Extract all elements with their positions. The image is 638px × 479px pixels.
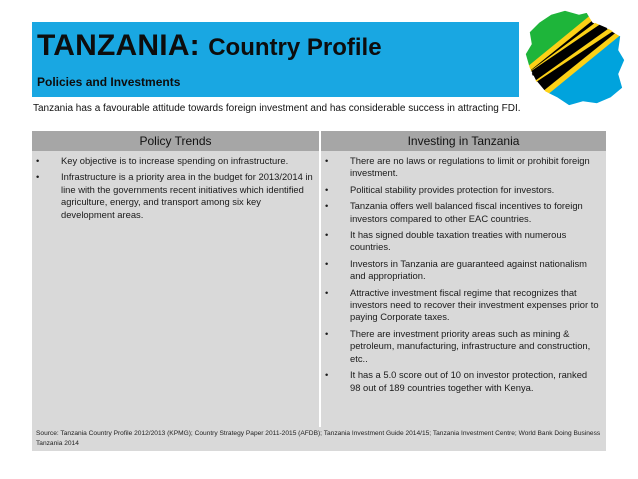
list-item (32, 155, 313, 167)
title-banner (32, 22, 519, 97)
list-item (321, 229, 600, 254)
intro-text: Tanzania has a favourable attitude towards foreign investment and has considerable success in attracting FDI. (33, 103, 521, 114)
investing-list (321, 155, 600, 398)
bullet-icon: • (325, 327, 329, 339)
list-item-text: Political stability provides protection for investors. (350, 183, 555, 195)
tanzania-flag-map-icon (521, 8, 629, 108)
bullet-icon: • (325, 183, 329, 195)
investing-column (321, 151, 606, 427)
list-item (321, 155, 600, 180)
policy-trends-header: Policy Trends (32, 131, 319, 151)
list-item-text: There are no laws or regulations to limit or prohibit foreign investment. (350, 155, 590, 179)
bullet-icon: • (36, 171, 40, 183)
page-subtitle: Policies and Investments (37, 75, 181, 89)
list-item (32, 171, 313, 221)
list-item-text: Infrastructure is a priority area in the budget for 2013/2014 in line with the governments recent initiatives which identified agriculture, energy, and transport among six key development areas. (61, 171, 313, 220)
bullet-icon: • (36, 155, 40, 166)
bullet-icon: • (325, 200, 329, 212)
bullet-icon: • (325, 369, 329, 381)
bullet-icon: • (325, 257, 329, 269)
title-country: TANZANIA: (37, 29, 200, 62)
list-item-text: There are investment priority areas such as mining & petroleum, manufacturing, infrastructure and construction, etc.. (350, 327, 591, 364)
content-table (32, 131, 606, 427)
list-item (321, 369, 600, 394)
investing-header: Investing in Tanzania (321, 131, 606, 151)
policy-trends-column (32, 151, 319, 427)
bullet-icon: • (325, 155, 329, 166)
bullet-icon: • (325, 229, 329, 241)
page-title (37, 26, 382, 68)
bullet-icon: • (325, 286, 329, 298)
list-item-text: Key objective is to increase spending on infrastructure. (61, 155, 289, 166)
list-item-text: Tanzania offers well balanced fiscal incentives to foreign investors compared to other EAC countries. (350, 200, 583, 224)
list-item (321, 258, 600, 283)
source-note: Source: Tanzania Country Profile 2012/2013 (KPMG); Country Strategy Paper 2011-2015 (AFDB); Tanzania Investment Guide 2014/15; Tanzania Investment Centre; World Bank Doing Business Tanzania 2014 (32, 427, 606, 451)
title-rest: Country Profile (208, 34, 382, 61)
list-item-text: It has a 5.0 score out of 10 on investor protection, ranked 98 out of 189 countries together with Kenya. (350, 369, 588, 393)
list-item-text: Attractive investment fiscal regime that recognizes that investors need to recover their investment expenses prior to paying Corporate taxes. (350, 286, 599, 323)
list-item-text: Investors in Tanzania are guaranteed against nationalism and appropriation. (350, 257, 587, 282)
list-item (321, 328, 600, 365)
policy-trends-list (32, 155, 313, 225)
list-item (321, 184, 600, 196)
list-item (321, 200, 600, 225)
list-item-text: It has signed double taxation treaties with numerous countries. (350, 229, 567, 253)
list-item (321, 287, 600, 324)
